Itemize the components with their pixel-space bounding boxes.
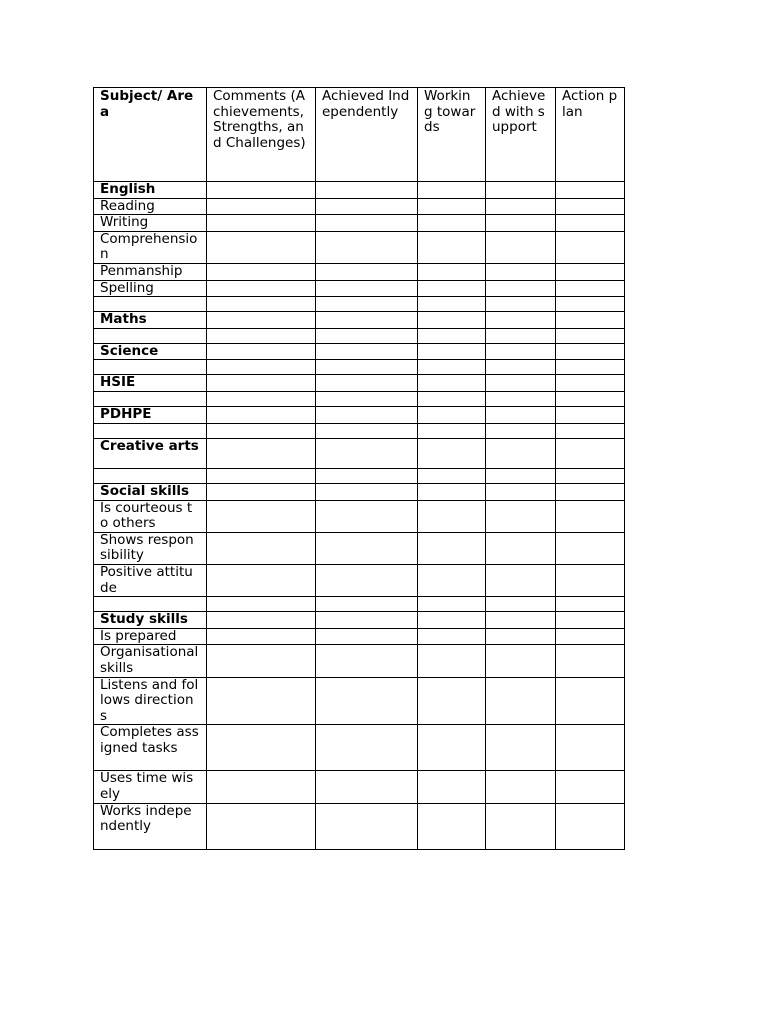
achieved-independently-cell[interactable] [316,182,418,199]
working-towards-cell[interactable] [418,677,486,725]
working-towards-cell[interactable] [418,597,486,612]
action-plan-cell[interactable] [556,423,625,438]
achieved-independently-cell[interactable] [316,406,418,423]
table-row [94,612,625,629]
comments-cell[interactable] [207,612,316,629]
action-plan-cell[interactable] [556,628,625,645]
criterion-cell [94,423,207,438]
achieved-with-support-cell[interactable] [486,312,556,329]
table-row [94,565,625,597]
achieved-with-support-cell[interactable] [486,297,556,312]
achieved-independently-cell[interactable] [316,565,418,597]
achieved-independently-cell[interactable] [316,231,418,263]
comments-cell[interactable] [207,198,316,215]
table-row [94,469,625,484]
table-row [94,628,625,645]
action-plan-cell[interactable] [556,438,625,469]
comments-cell[interactable] [207,645,316,677]
criterion-cell: Completes assigned tasks [94,725,207,771]
comments-cell[interactable] [207,360,316,375]
subject-heading-cell: Science [94,343,207,360]
criterion-cell: Penmanship [94,263,207,280]
working-towards-cell[interactable] [418,628,486,645]
header-subject-area: Subject/ Area [94,88,207,182]
achieved-independently-cell[interactable] [316,423,418,438]
criterion-cell [94,297,207,312]
achieved-with-support-cell[interactable] [486,645,556,677]
achieved-with-support-cell[interactable] [486,263,556,280]
table-row [94,312,625,329]
comments-cell[interactable] [207,375,316,392]
achieved-independently-cell[interactable] [316,628,418,645]
comments-cell[interactable] [207,803,316,849]
table-row [94,360,625,375]
table-row [94,803,625,849]
comments-cell[interactable] [207,438,316,469]
action-plan-cell[interactable] [556,182,625,199]
achieved-with-support-cell[interactable] [486,375,556,392]
achieved-with-support-cell[interactable] [486,628,556,645]
action-plan-cell[interactable] [556,360,625,375]
comments-cell[interactable] [207,297,316,312]
action-plan-cell[interactable] [556,484,625,501]
achieved-with-support-cell[interactable] [486,182,556,199]
action-plan-cell[interactable] [556,597,625,612]
comments-cell[interactable] [207,500,316,532]
working-towards-cell[interactable] [418,771,486,803]
table-row [94,406,625,423]
criterion-cell [94,328,207,343]
achieved-independently-cell[interactable] [316,645,418,677]
table-body [94,182,625,850]
working-towards-cell[interactable] [418,328,486,343]
criterion-cell: Organisational skills [94,645,207,677]
working-towards-cell[interactable] [418,263,486,280]
working-towards-cell[interactable] [418,375,486,392]
assessment-table [93,87,625,850]
table-row [94,423,625,438]
comments-cell[interactable] [207,391,316,406]
achieved-independently-cell[interactable] [316,484,418,501]
achieved-with-support-cell[interactable] [486,597,556,612]
working-towards-cell[interactable] [418,360,486,375]
criterion-cell: Works independently [94,803,207,849]
working-towards-cell[interactable] [418,500,486,532]
criterion-cell: Spelling [94,280,207,297]
achieved-independently-cell[interactable] [316,198,418,215]
action-plan-cell[interactable] [556,469,625,484]
action-plan-cell[interactable] [556,198,625,215]
action-plan-cell[interactable] [556,231,625,263]
achieved-with-support-cell[interactable] [486,406,556,423]
achieved-independently-cell[interactable] [316,725,418,771]
table-row [94,597,625,612]
criterion-cell: Reading [94,198,207,215]
achieved-independently-cell[interactable] [316,469,418,484]
action-plan-cell[interactable] [556,565,625,597]
action-plan-cell[interactable] [556,263,625,280]
achieved-with-support-cell[interactable] [486,532,556,564]
achieved-independently-cell[interactable] [316,500,418,532]
working-towards-cell[interactable] [418,565,486,597]
comments-cell[interactable] [207,771,316,803]
comments-cell[interactable] [207,263,316,280]
achieved-with-support-cell[interactable] [486,280,556,297]
action-plan-cell[interactable] [556,375,625,392]
comments-cell[interactable] [207,725,316,771]
comments-cell[interactable] [207,597,316,612]
criterion-cell: Positive attitude [94,565,207,597]
action-plan-cell[interactable] [556,532,625,564]
achieved-with-support-cell[interactable] [486,328,556,343]
achieved-independently-cell[interactable] [316,215,418,232]
action-plan-cell[interactable] [556,677,625,725]
working-towards-cell[interactable] [418,423,486,438]
criterion-cell: Listens and follows directions [94,677,207,725]
achieved-independently-cell[interactable] [316,263,418,280]
table-row [94,297,625,312]
comments-cell[interactable] [207,280,316,297]
working-towards-cell[interactable] [418,297,486,312]
achieved-independently-cell[interactable] [316,360,418,375]
comments-cell[interactable] [207,406,316,423]
header-achieved-independently: Achieved Independently [316,88,418,182]
table-row [94,677,625,725]
criterion-cell: Is courteous to others [94,500,207,532]
comments-cell[interactable] [207,677,316,725]
achieved-independently-cell[interactable] [316,438,418,469]
comments-cell[interactable] [207,532,316,564]
working-towards-cell[interactable] [418,182,486,199]
comments-cell[interactable] [207,484,316,501]
comments-cell[interactable] [207,182,316,199]
working-towards-cell[interactable] [418,438,486,469]
achieved-independently-cell[interactable] [316,771,418,803]
subject-heading-cell: HSIE [94,375,207,392]
action-plan-cell[interactable] [556,612,625,629]
achieved-with-support-cell[interactable] [486,484,556,501]
table-row [94,725,625,771]
working-towards-cell[interactable] [418,532,486,564]
working-towards-cell[interactable] [418,803,486,849]
achieved-with-support-cell[interactable] [486,500,556,532]
working-towards-cell[interactable] [418,484,486,501]
table-row [94,215,625,232]
action-plan-cell[interactable] [556,500,625,532]
criterion-cell: Uses time wisely [94,771,207,803]
working-towards-cell[interactable] [418,406,486,423]
achieved-with-support-cell[interactable] [486,391,556,406]
achieved-with-support-cell[interactable] [486,423,556,438]
action-plan-cell[interactable] [556,771,625,803]
criterion-cell [94,469,207,484]
table-row [94,343,625,360]
working-towards-cell[interactable] [418,612,486,629]
action-plan-cell[interactable] [556,725,625,771]
subject-heading-cell: Maths [94,312,207,329]
achieved-independently-cell[interactable] [316,280,418,297]
comments-cell[interactable] [207,565,316,597]
subject-heading-cell: Study skills [94,612,207,629]
achieved-with-support-cell[interactable] [486,360,556,375]
comments-cell[interactable] [207,312,316,329]
table-row [94,182,625,199]
subject-heading-cell: Social skills [94,484,207,501]
working-towards-cell[interactable] [418,198,486,215]
achieved-with-support-cell[interactable] [486,725,556,771]
action-plan-cell[interactable] [556,280,625,297]
header-comments: Comments (Achievements, Strengths, and Challenges) [207,88,316,182]
achieved-with-support-cell[interactable] [486,198,556,215]
comments-cell[interactable] [207,215,316,232]
table-row [94,438,625,469]
working-towards-cell[interactable] [418,343,486,360]
action-plan-cell[interactable] [556,343,625,360]
header-action-plan: Action plan [556,88,625,182]
achieved-with-support-cell[interactable] [486,231,556,263]
achieved-independently-cell[interactable] [316,532,418,564]
header-working-towards: Working towards [418,88,486,182]
table-row [94,263,625,280]
achieved-independently-cell[interactable] [316,803,418,849]
criterion-cell: Writing [94,215,207,232]
criterion-cell: Shows responsibility [94,532,207,564]
achieved-with-support-cell[interactable] [486,343,556,360]
table-row [94,231,625,263]
table-row [94,375,625,392]
table-row [94,532,625,564]
table-row [94,328,625,343]
working-towards-cell[interactable] [418,391,486,406]
subject-heading-cell: English [94,182,207,199]
criterion-cell: Is prepared [94,628,207,645]
achieved-independently-cell[interactable] [316,328,418,343]
working-towards-cell[interactable] [418,645,486,677]
comments-cell[interactable] [207,469,316,484]
action-plan-cell[interactable] [556,215,625,232]
table-row [94,198,625,215]
table-row [94,391,625,406]
working-towards-cell[interactable] [418,312,486,329]
subject-heading-cell: PDHPE [94,406,207,423]
subject-heading-cell: Creative arts [94,438,207,469]
achieved-independently-cell[interactable] [316,312,418,329]
criterion-cell: Comprehension [94,231,207,263]
action-plan-cell[interactable] [556,328,625,343]
criterion-cell [94,597,207,612]
working-towards-cell[interactable] [418,469,486,484]
achieved-independently-cell[interactable] [316,612,418,629]
achieved-with-support-cell[interactable] [486,677,556,725]
achieved-with-support-cell[interactable] [486,771,556,803]
achieved-independently-cell[interactable] [316,597,418,612]
achieved-independently-cell[interactable] [316,343,418,360]
criterion-cell [94,391,207,406]
achieved-with-support-cell[interactable] [486,469,556,484]
table-row [94,484,625,501]
achieved-with-support-cell[interactable] [486,215,556,232]
action-plan-cell[interactable] [556,803,625,849]
comments-cell[interactable] [207,343,316,360]
achieved-with-support-cell[interactable] [486,612,556,629]
achieved-independently-cell[interactable] [316,297,418,312]
action-plan-cell[interactable] [556,645,625,677]
comments-cell[interactable] [207,328,316,343]
header-achieved-with-support: Achieved with support [486,88,556,182]
achieved-independently-cell[interactable] [316,677,418,725]
comments-cell[interactable] [207,231,316,263]
working-towards-cell[interactable] [418,280,486,297]
action-plan-cell[interactable] [556,312,625,329]
action-plan-cell[interactable] [556,391,625,406]
table-row [94,500,625,532]
working-towards-cell[interactable] [418,231,486,263]
action-plan-cell[interactable] [556,297,625,312]
action-plan-cell[interactable] [556,406,625,423]
working-towards-cell[interactable] [418,215,486,232]
table-row [94,645,625,677]
table-header-row [94,88,625,182]
achieved-with-support-cell[interactable] [486,803,556,849]
criterion-cell [94,360,207,375]
comments-cell[interactable] [207,628,316,645]
achieved-with-support-cell[interactable] [486,565,556,597]
achieved-independently-cell[interactable] [316,375,418,392]
achieved-independently-cell[interactable] [316,391,418,406]
working-towards-cell[interactable] [418,725,486,771]
achieved-with-support-cell[interactable] [486,438,556,469]
comments-cell[interactable] [207,423,316,438]
table-row [94,280,625,297]
table-row [94,771,625,803]
